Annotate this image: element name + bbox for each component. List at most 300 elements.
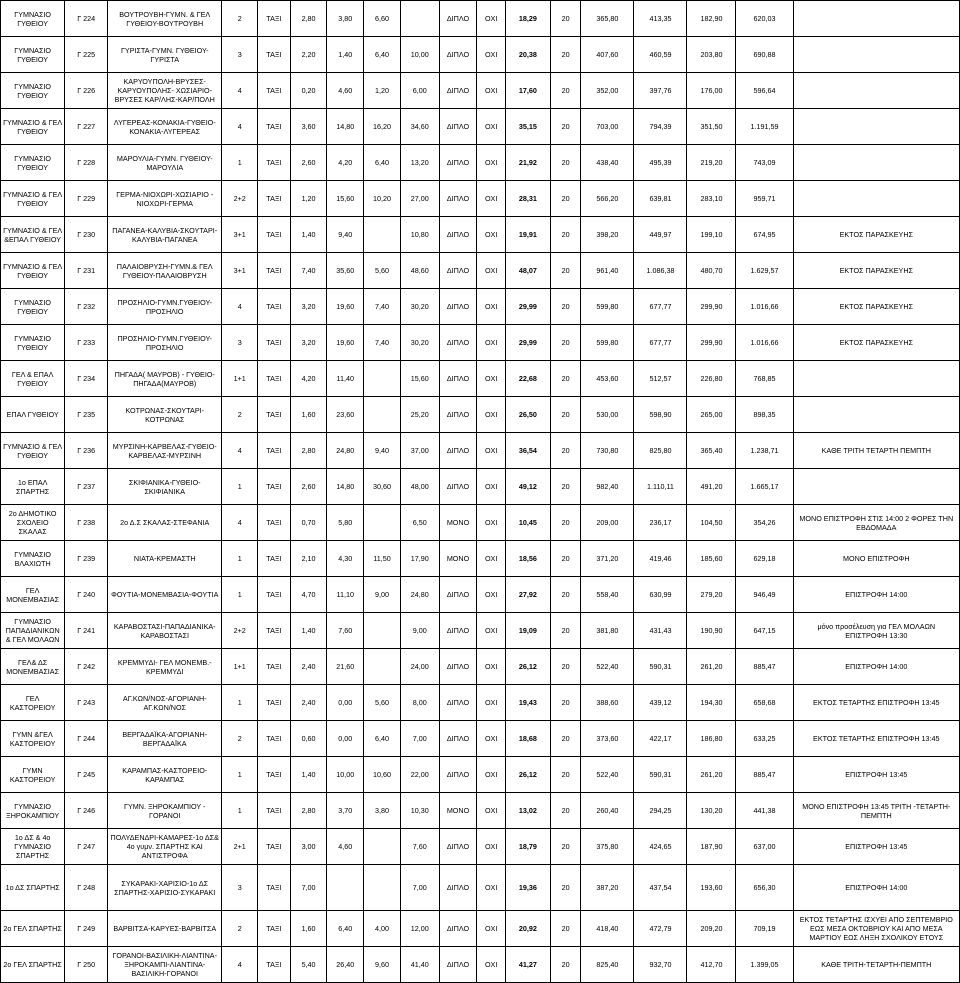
school-cell: ΓΥΜΝΑΣΙΟ & ΓΕΛ ΓΥΘΕΙΟΥ bbox=[1, 433, 65, 469]
cost-4-cell: 768,85 bbox=[736, 361, 793, 397]
table-row bbox=[1, 1, 960, 37]
trip-type-cell: ΔΙΠΛΟ bbox=[439, 1, 477, 37]
vehicle-type-cell: ΤΑΞΙ bbox=[258, 947, 291, 983]
km-total-segment-cell: 30,20 bbox=[400, 325, 439, 361]
cost-1-cell: 388,60 bbox=[581, 685, 634, 721]
cost-4-cell: 633,25 bbox=[736, 721, 793, 757]
daily-cost-cell: 26,50 bbox=[505, 397, 550, 433]
km-segment-2-cell: 21,60 bbox=[327, 649, 364, 685]
vehicle-type-cell: ΤΑΞΙ bbox=[258, 721, 291, 757]
km-segment-3-cell: 6,60 bbox=[364, 1, 401, 37]
km-segment-3-cell: 7,40 bbox=[364, 289, 401, 325]
km-total-segment-cell: 7,60 bbox=[400, 829, 439, 865]
accompanist-cell: ΟΧΙ bbox=[477, 253, 506, 289]
route-description-cell: ΜΥΡΣΙΝΗ-ΚΑΡΒΕΛΑΣ-ΓΥΘΕΙΟ-ΚΑΡΒΕΛΑΣ-ΜΥΡΣΙΝΗ bbox=[108, 433, 222, 469]
daily-cost-cell: 26,12 bbox=[505, 649, 550, 685]
route-code-cell: Γ 240 bbox=[65, 577, 108, 613]
km-segment-2-cell: 14,80 bbox=[327, 469, 364, 505]
cost-3-cell: 190,90 bbox=[687, 613, 736, 649]
vehicles-cell: 4 bbox=[222, 109, 258, 145]
cost-1-cell: 530,00 bbox=[581, 397, 634, 433]
route-code-cell: Γ 232 bbox=[65, 289, 108, 325]
trip-type-cell: ΔΙΠΛΟ bbox=[439, 325, 477, 361]
cost-3-cell: 491,20 bbox=[687, 469, 736, 505]
accompanist-cell: ΟΧΙ bbox=[477, 541, 506, 577]
cost-3-cell: 219,20 bbox=[687, 145, 736, 181]
daily-cost-cell: 29,99 bbox=[505, 289, 550, 325]
school-cell: ΓΕΛ& ΔΣ ΜΟΝΕΜΒΑΣΙΑΣ bbox=[1, 649, 65, 685]
vehicle-type-cell: ΤΑΞΙ bbox=[258, 289, 291, 325]
vehicles-cell: 1+1 bbox=[222, 649, 258, 685]
table-row bbox=[1, 649, 960, 685]
km-segment-1-cell: 2,80 bbox=[290, 1, 327, 37]
cost-1-cell: 825,40 bbox=[581, 947, 634, 983]
route-code-cell: Γ 244 bbox=[65, 721, 108, 757]
trip-type-cell: ΔΙΠΛΟ bbox=[439, 289, 477, 325]
school-cell: ΓΥΜΝΑΣΙΟ ΒΛΑΧΙΩΤΗ bbox=[1, 541, 65, 577]
trip-type-cell: ΔΙΠΛΟ bbox=[439, 469, 477, 505]
daily-cost-cell: 19,91 bbox=[505, 217, 550, 253]
cost-2-cell: 495,39 bbox=[634, 145, 687, 181]
daily-cost-cell: 13,02 bbox=[505, 793, 550, 829]
daily-cost-cell: 41,27 bbox=[505, 947, 550, 983]
routes-table-body bbox=[1, 1, 960, 983]
route-description-cell: ΒΑΡΒΙΤΣΑ-ΚΑΡΥΕΣ-ΒΑΡΒΙΤΣΑ bbox=[108, 911, 222, 947]
cost-4-cell: 709,19 bbox=[736, 911, 793, 947]
km-segment-2-cell: 3,80 bbox=[327, 1, 364, 37]
trip-type-cell: ΔΙΠΛΟ bbox=[439, 145, 477, 181]
cost-3-cell: 199,10 bbox=[687, 217, 736, 253]
accompanist-cell: ΟΧΙ bbox=[477, 721, 506, 757]
km-segment-1-cell: 1,60 bbox=[290, 397, 327, 433]
vehicle-type-cell: ΤΑΞΙ bbox=[258, 577, 291, 613]
trip-type-cell: ΔΙΠΛΟ bbox=[439, 947, 477, 983]
km-segment-1-cell: 0,70 bbox=[290, 505, 327, 541]
route-description-cell: ΓΥΡΙΣΤΑ-ΓΥΜΝ. ΓΥΘΕΙΟΥ-ΓΥΡΙΣΤΑ bbox=[108, 37, 222, 73]
route-description-cell: ΣΚΙΦΙΑΝΙΚΑ-ΓΥΘΕΙΟ-ΣΚΙΦΙΑΝΙΚΑ bbox=[108, 469, 222, 505]
accompanist-cell: ΟΧΙ bbox=[477, 145, 506, 181]
route-description-cell: ΠΡΟΣΗΛΙΟ-ΓΥΜΝ.ΓΥΘΕΙΟΥ-ΠΡΟΣΗΛΙΟ bbox=[108, 289, 222, 325]
km-segment-3-cell: 5,60 bbox=[364, 685, 401, 721]
km-segment-3-cell: 7,40 bbox=[364, 325, 401, 361]
school-cell: ΓΕΛ ΜΟΝΕΜΒΑΣΙΑΣ bbox=[1, 577, 65, 613]
km-segment-1-cell: 7,00 bbox=[290, 865, 327, 911]
vehicles-cell: 1 bbox=[222, 541, 258, 577]
cost-4-cell: 441,38 bbox=[736, 793, 793, 829]
route-code-cell: Γ 225 bbox=[65, 37, 108, 73]
daily-cost-cell: 28,31 bbox=[505, 181, 550, 217]
cost-4-cell: 946,49 bbox=[736, 577, 793, 613]
cost-4-cell: 885,47 bbox=[736, 757, 793, 793]
vehicles-cell: 3 bbox=[222, 325, 258, 361]
vehicles-cell: 1 bbox=[222, 793, 258, 829]
km-segment-1-cell: 1,20 bbox=[290, 181, 327, 217]
km-segment-1-cell: 2,20 bbox=[290, 37, 327, 73]
km-segment-3-cell bbox=[364, 361, 401, 397]
cost-3-cell: 193,60 bbox=[687, 865, 736, 911]
vehicle-type-cell: ΤΑΞΙ bbox=[258, 793, 291, 829]
km-segment-3-cell: 1,20 bbox=[364, 73, 401, 109]
days-cell: 20 bbox=[550, 469, 581, 505]
days-cell: 20 bbox=[550, 911, 581, 947]
vehicle-type-cell: ΤΑΞΙ bbox=[258, 1, 291, 37]
daily-cost-cell: 21,92 bbox=[505, 145, 550, 181]
days-cell: 20 bbox=[550, 649, 581, 685]
note-cell: ΕΚΤΟΣ ΠΑΡΑΣΚΕΥΗΣ bbox=[793, 217, 959, 253]
vehicle-type-cell: ΤΑΞΙ bbox=[258, 73, 291, 109]
table-row bbox=[1, 361, 960, 397]
note-cell: ΕΠΙΣΤΡΟΦΗ 14:00 bbox=[793, 577, 959, 613]
vehicles-cell: 4 bbox=[222, 73, 258, 109]
table-row bbox=[1, 433, 960, 469]
cost-3-cell: 265,00 bbox=[687, 397, 736, 433]
trip-type-cell: ΔΙΠΛΟ bbox=[439, 865, 477, 911]
school-cell: ΓΥΜΝΑΣΙΟ ΓΥΘΕΙΟΥ bbox=[1, 37, 65, 73]
note-cell: ΕΚΤΟΣ ΠΑΡΑΣΚΕΥΗΣ bbox=[793, 289, 959, 325]
table-row bbox=[1, 505, 960, 541]
cost-3-cell: 194,30 bbox=[687, 685, 736, 721]
km-segment-2-cell: 24,80 bbox=[327, 433, 364, 469]
cost-2-cell: 590,31 bbox=[634, 649, 687, 685]
table-row bbox=[1, 793, 960, 829]
km-segment-1-cell: 2,80 bbox=[290, 793, 327, 829]
route-code-cell: Γ 234 bbox=[65, 361, 108, 397]
cost-2-cell: 422,17 bbox=[634, 721, 687, 757]
cost-3-cell: 186,80 bbox=[687, 721, 736, 757]
accompanist-cell: ΟΧΙ bbox=[477, 181, 506, 217]
table-row bbox=[1, 289, 960, 325]
km-segment-1-cell: 0,60 bbox=[290, 721, 327, 757]
school-cell: 1ο ΔΣ & 4ο ΓΥΜΝΑΣΙΟ ΣΠΑΡΤΗΣ bbox=[1, 829, 65, 865]
vehicles-cell: 1 bbox=[222, 757, 258, 793]
cost-1-cell: 566,20 bbox=[581, 181, 634, 217]
cost-3-cell: 261,20 bbox=[687, 757, 736, 793]
cost-4-cell: 656,30 bbox=[736, 865, 793, 911]
vehicle-type-cell: ΤΑΞΙ bbox=[258, 613, 291, 649]
cost-1-cell: 438,40 bbox=[581, 145, 634, 181]
route-description-cell: ΚΡΕΜΜΥΔΙ- ΓΕΛ ΜΟΝΕΜΒ.-ΚΡΕΜΜΥΔΙ bbox=[108, 649, 222, 685]
cost-2-cell: 1.086,38 bbox=[634, 253, 687, 289]
cost-2-cell: 397,76 bbox=[634, 73, 687, 109]
km-segment-2-cell: 11,40 bbox=[327, 361, 364, 397]
vehicles-cell: 2 bbox=[222, 721, 258, 757]
table-row bbox=[1, 757, 960, 793]
note-cell: ΕΠΙΣΤΡΟΦΗ 13:45 bbox=[793, 829, 959, 865]
school-cell: 2ο ΔΗΜΟΤΙΚΟ ΣΧΟΛΕΙΟ ΣΚΑΛΑΣ bbox=[1, 505, 65, 541]
vehicle-type-cell: ΤΑΞΙ bbox=[258, 911, 291, 947]
route-description-cell: ΓΕΡΜΑ-ΝΙΟΧΩΡΙ-ΧΩΣΙΑΡΙΟ - ΝΙΟΧΩΡΙ-ΓΕΡΜΑ bbox=[108, 181, 222, 217]
cost-2-cell: 424,65 bbox=[634, 829, 687, 865]
vehicles-cell: 4 bbox=[222, 505, 258, 541]
km-segment-1-cell: 1,40 bbox=[290, 217, 327, 253]
km-total-segment-cell: 10,30 bbox=[400, 793, 439, 829]
cost-1-cell: 522,40 bbox=[581, 757, 634, 793]
accompanist-cell: ΟΧΙ bbox=[477, 947, 506, 983]
km-segment-3-cell: 9,00 bbox=[364, 577, 401, 613]
accompanist-cell: ΟΧΙ bbox=[477, 433, 506, 469]
accompanist-cell: ΟΧΙ bbox=[477, 325, 506, 361]
km-segment-2-cell: 15,60 bbox=[327, 181, 364, 217]
daily-cost-cell: 18,79 bbox=[505, 829, 550, 865]
table-row bbox=[1, 721, 960, 757]
trip-type-cell: ΔΙΠΛΟ bbox=[439, 361, 477, 397]
km-segment-2-cell: 5,80 bbox=[327, 505, 364, 541]
vehicle-type-cell: ΤΑΞΙ bbox=[258, 829, 291, 865]
km-segment-2-cell: 1,40 bbox=[327, 37, 364, 73]
route-code-cell: Γ 238 bbox=[65, 505, 108, 541]
cost-1-cell: 381,80 bbox=[581, 613, 634, 649]
days-cell: 20 bbox=[550, 73, 581, 109]
km-segment-3-cell: 9,60 bbox=[364, 947, 401, 983]
cost-3-cell: 480,70 bbox=[687, 253, 736, 289]
cost-2-cell: 677,77 bbox=[634, 325, 687, 361]
table-row bbox=[1, 397, 960, 433]
km-segment-2-cell: 6,40 bbox=[327, 911, 364, 947]
km-segment-1-cell: 2,60 bbox=[290, 145, 327, 181]
trip-type-cell: ΔΙΠΛΟ bbox=[439, 397, 477, 433]
km-total-segment-cell: 48,60 bbox=[400, 253, 439, 289]
note-cell: μόνο προσέλευση για ΓΕΛ ΜΟΛΑΩΝ ΕΠΙΣΤΡΟΦΗ 13:30 bbox=[793, 613, 959, 649]
route-description-cell: 2ο Δ.Σ ΣΚΑΛΑΣ-ΣΤΕΦΑΝΙΑ bbox=[108, 505, 222, 541]
cost-1-cell: 961,40 bbox=[581, 253, 634, 289]
note-cell bbox=[793, 361, 959, 397]
cost-4-cell: 1.191,59 bbox=[736, 109, 793, 145]
table-row bbox=[1, 181, 960, 217]
school-cell: ΓΕΛ ΚΑΣΤΟΡΕΙΟΥ bbox=[1, 685, 65, 721]
cost-1-cell: 209,00 bbox=[581, 505, 634, 541]
cost-3-cell: 365,40 bbox=[687, 433, 736, 469]
km-segment-1-cell: 3,60 bbox=[290, 109, 327, 145]
table-row bbox=[1, 325, 960, 361]
km-segment-2-cell: 19,60 bbox=[327, 289, 364, 325]
daily-cost-cell: 19,36 bbox=[505, 865, 550, 911]
km-segment-2-cell: 7,60 bbox=[327, 613, 364, 649]
school-cell: ΓΥΜΝΑΣΙΟ & ΓΕΛ ΓΥΘΕΙΟΥ bbox=[1, 181, 65, 217]
trip-type-cell: ΔΙΠΛΟ bbox=[439, 685, 477, 721]
vehicles-cell: 2 bbox=[222, 397, 258, 433]
route-description-cell: ΝΙΑΤΑ-ΚΡΕΜΑΣΤΗ bbox=[108, 541, 222, 577]
days-cell: 20 bbox=[550, 685, 581, 721]
route-code-cell: Γ 250 bbox=[65, 947, 108, 983]
km-segment-1-cell: 3,00 bbox=[290, 829, 327, 865]
note-cell: ΚΑΘΕ ΤΡΙΤΗ-ΤΕΤΑΡΤΗ-ΠΕΜΠΤΗ bbox=[793, 947, 959, 983]
km-total-segment-cell: 41,40 bbox=[400, 947, 439, 983]
km-segment-1-cell: 2,40 bbox=[290, 685, 327, 721]
table-row bbox=[1, 829, 960, 865]
vehicle-type-cell: ΤΑΞΙ bbox=[258, 757, 291, 793]
days-cell: 20 bbox=[550, 613, 581, 649]
days-cell: 20 bbox=[550, 577, 581, 613]
km-segment-2-cell: 0,00 bbox=[327, 721, 364, 757]
km-total-segment-cell: 25,20 bbox=[400, 397, 439, 433]
km-segment-1-cell: 1,40 bbox=[290, 757, 327, 793]
days-cell: 20 bbox=[550, 289, 581, 325]
daily-cost-cell: 49,12 bbox=[505, 469, 550, 505]
cost-3-cell: 187,90 bbox=[687, 829, 736, 865]
days-cell: 20 bbox=[550, 325, 581, 361]
cost-2-cell: 419,46 bbox=[634, 541, 687, 577]
km-total-segment-cell: 37,00 bbox=[400, 433, 439, 469]
route-code-cell: Γ 230 bbox=[65, 217, 108, 253]
km-total-segment-cell: 15,60 bbox=[400, 361, 439, 397]
cost-1-cell: 522,40 bbox=[581, 649, 634, 685]
school-cell: 2ο ΓΕΛ ΣΠΑΡΤΗΣ bbox=[1, 947, 65, 983]
km-total-segment-cell: 6,00 bbox=[400, 73, 439, 109]
cost-3-cell: 279,20 bbox=[687, 577, 736, 613]
route-code-cell: Γ 233 bbox=[65, 325, 108, 361]
cost-3-cell: 182,90 bbox=[687, 1, 736, 37]
note-cell: ΕΚΤΟΣ ΤΕΤΑΡΤΗΣ ΕΠΙΣΤΡΟΦΗ 13:45 bbox=[793, 685, 959, 721]
km-segment-2-cell: 4,20 bbox=[327, 145, 364, 181]
cost-1-cell: 398,20 bbox=[581, 217, 634, 253]
route-code-cell: Γ 226 bbox=[65, 73, 108, 109]
trip-type-cell: ΔΙΠΛΟ bbox=[439, 721, 477, 757]
cost-3-cell: 283,10 bbox=[687, 181, 736, 217]
vehicle-type-cell: ΤΑΞΙ bbox=[258, 865, 291, 911]
trip-type-cell: ΔΙΠΛΟ bbox=[439, 109, 477, 145]
route-description-cell: ΠΡΟΣΗΛΙΟ-ΓΥΜΝ.ΓΥΘΕΙΟΥ-ΠΡΟΣΗΛΙΟ bbox=[108, 325, 222, 361]
accompanist-cell: ΟΧΙ bbox=[477, 613, 506, 649]
vehicle-type-cell: ΤΑΞΙ bbox=[258, 325, 291, 361]
cost-1-cell: 599,80 bbox=[581, 325, 634, 361]
daily-cost-cell: 20,92 bbox=[505, 911, 550, 947]
km-segment-2-cell: 10,00 bbox=[327, 757, 364, 793]
vehicles-cell: 3+1 bbox=[222, 217, 258, 253]
km-total-segment-cell: 9,00 bbox=[400, 613, 439, 649]
note-cell bbox=[793, 37, 959, 73]
cost-4-cell: 674,95 bbox=[736, 217, 793, 253]
km-segment-1-cell: 2,60 bbox=[290, 469, 327, 505]
km-segment-1-cell: 0,20 bbox=[290, 73, 327, 109]
school-cell: ΓΥΜΝΑΣΙΟ ΞΗΡΟΚΑΜΠΙΟΥ bbox=[1, 793, 65, 829]
school-cell: 1ο ΔΣ ΣΠΑΡΤΗΣ bbox=[1, 865, 65, 911]
cost-2-cell: 590,31 bbox=[634, 757, 687, 793]
note-cell: ΜΟΝΟ ΕΠΙΣΤΡΟΦΗ 13:45 ΤΡΙΤΗ -ΤΕΤΑΡΤΗ-ΠΕΜΠΤΗ bbox=[793, 793, 959, 829]
cost-2-cell: 439,12 bbox=[634, 685, 687, 721]
km-total-segment-cell: 7,00 bbox=[400, 865, 439, 911]
daily-cost-cell: 22,68 bbox=[505, 361, 550, 397]
vehicles-cell: 1 bbox=[222, 145, 258, 181]
table-row bbox=[1, 947, 960, 983]
accompanist-cell: ΟΧΙ bbox=[477, 911, 506, 947]
route-description-cell: ΒΟΥΤΡΟΥΒΗ-ΓΥΜΝ. & ΓΕΛ ΓΥΘΕΙΟΥ-ΒΟΥΤΡΟΥΒΗ bbox=[108, 1, 222, 37]
accompanist-cell: ΟΧΙ bbox=[477, 361, 506, 397]
km-segment-3-cell: 3,80 bbox=[364, 793, 401, 829]
days-cell: 20 bbox=[550, 505, 581, 541]
days-cell: 20 bbox=[550, 433, 581, 469]
route-description-cell: ΠΑΛΑΙΟΒΡΥΣΗ-ΓΥΜΝ.& ΓΕΛ ΓΥΘΕΙΟΥ-ΠΑΛΑΙΟΒΡΥΣΗ bbox=[108, 253, 222, 289]
days-cell: 20 bbox=[550, 145, 581, 181]
cost-2-cell: 1.110,11 bbox=[634, 469, 687, 505]
days-cell: 20 bbox=[550, 181, 581, 217]
school-cell: ΓΥΜΝ &ΓΕΛ ΚΑΣΤΟΡΕΙΟΥ bbox=[1, 721, 65, 757]
route-description-cell: ΓΟΡΑΝΟΙ-ΒΑΣΙΛΙΚΗ-ΛΙΑΝΤΙΝΑ-ΞΗΡΟΚΑΜΠΙ-ΛΙΑΝΤΙΝΑ-ΒΑΣΙΛΙΚΗ-ΓΟΡΑΝΟΙ bbox=[108, 947, 222, 983]
cost-3-cell: 412,70 bbox=[687, 947, 736, 983]
note-cell: ΕΠΙΣΤΡΟΦΗ 13:45 bbox=[793, 757, 959, 793]
cost-2-cell: 512,57 bbox=[634, 361, 687, 397]
vehicles-cell: 4 bbox=[222, 947, 258, 983]
accompanist-cell: ΟΧΙ bbox=[477, 865, 506, 911]
route-code-cell: Γ 245 bbox=[65, 757, 108, 793]
cost-4-cell: 1.399,05 bbox=[736, 947, 793, 983]
km-segment-3-cell bbox=[364, 649, 401, 685]
table-row bbox=[1, 541, 960, 577]
km-segment-3-cell: 11,50 bbox=[364, 541, 401, 577]
vehicles-cell: 1 bbox=[222, 577, 258, 613]
route-description-cell: ΠΗΓΑΔΑ( ΜΑΥΡΟΒ) - ΓΥΘΕΙΟ-ΠΗΓΑΔΑ(ΜΑΥΡΟΒ) bbox=[108, 361, 222, 397]
cost-4-cell: 629,18 bbox=[736, 541, 793, 577]
days-cell: 20 bbox=[550, 721, 581, 757]
route-code-cell: Γ 247 bbox=[65, 829, 108, 865]
km-segment-1-cell: 7,40 bbox=[290, 253, 327, 289]
cost-4-cell: 690,88 bbox=[736, 37, 793, 73]
cost-4-cell: 1.016,66 bbox=[736, 325, 793, 361]
vehicles-cell: 2+2 bbox=[222, 181, 258, 217]
school-cell: ΓΥΜΝΑΣΙΟ & ΓΕΛ ΓΥΘΕΙΟΥ bbox=[1, 253, 65, 289]
school-cell: ΓΥΜΝΑΣΙΟ ΓΥΘΕΙΟΥ bbox=[1, 1, 65, 37]
cost-3-cell: 185,60 bbox=[687, 541, 736, 577]
accompanist-cell: ΟΧΙ bbox=[477, 649, 506, 685]
daily-cost-cell: 17,60 bbox=[505, 73, 550, 109]
accompanist-cell: ΟΧΙ bbox=[477, 757, 506, 793]
vehicle-type-cell: ΤΑΞΙ bbox=[258, 145, 291, 181]
daily-cost-cell: 29,99 bbox=[505, 325, 550, 361]
table-row bbox=[1, 217, 960, 253]
km-segment-2-cell: 0,00 bbox=[327, 685, 364, 721]
days-cell: 20 bbox=[550, 829, 581, 865]
days-cell: 20 bbox=[550, 397, 581, 433]
days-cell: 20 bbox=[550, 1, 581, 37]
note-cell bbox=[793, 73, 959, 109]
cost-4-cell: 596,64 bbox=[736, 73, 793, 109]
km-segment-3-cell: 5,60 bbox=[364, 253, 401, 289]
cost-4-cell: 898,35 bbox=[736, 397, 793, 433]
vehicles-cell: 4 bbox=[222, 433, 258, 469]
cost-2-cell: 825,80 bbox=[634, 433, 687, 469]
km-segment-3-cell bbox=[364, 865, 401, 911]
accompanist-cell: ΟΧΙ bbox=[477, 73, 506, 109]
note-cell bbox=[793, 397, 959, 433]
school-cell: ΕΠΑΛ ΓΥΘΕΙΟΥ bbox=[1, 397, 65, 433]
note-cell: ΕΚΤΟΣ ΤΕΤΑΡΤΗΣ ΕΠΙΣΤΡΟΦΗ 13:45 bbox=[793, 721, 959, 757]
cost-1-cell: 703,00 bbox=[581, 109, 634, 145]
cost-3-cell: 104,50 bbox=[687, 505, 736, 541]
km-segment-3-cell: 6,40 bbox=[364, 145, 401, 181]
cost-1-cell: 352,00 bbox=[581, 73, 634, 109]
km-segment-3-cell: 9,40 bbox=[364, 433, 401, 469]
vehicles-cell: 2 bbox=[222, 911, 258, 947]
trip-type-cell: ΔΙΠΛΟ bbox=[439, 253, 477, 289]
school-cell: 1ο ΕΠΑΛ ΣΠΑΡΤΗΣ bbox=[1, 469, 65, 505]
note-cell: ΕΚΤΟΣ ΠΑΡΑΣΚΕΥΗΣ bbox=[793, 325, 959, 361]
table-row bbox=[1, 577, 960, 613]
km-segment-2-cell: 9,40 bbox=[327, 217, 364, 253]
vehicles-cell: 3+1 bbox=[222, 253, 258, 289]
km-segment-2-cell: 19,60 bbox=[327, 325, 364, 361]
route-code-cell: Γ 229 bbox=[65, 181, 108, 217]
days-cell: 20 bbox=[550, 541, 581, 577]
km-segment-3-cell: 10,20 bbox=[364, 181, 401, 217]
accompanist-cell: ΟΧΙ bbox=[477, 577, 506, 613]
vehicles-cell: 2+1 bbox=[222, 829, 258, 865]
km-total-segment-cell: 13,20 bbox=[400, 145, 439, 181]
school-cell: ΓΥΜΝ ΚΑΣΤΟΡΕΙΟΥ bbox=[1, 757, 65, 793]
cost-4-cell: 1.238,71 bbox=[736, 433, 793, 469]
km-segment-3-cell: 6,40 bbox=[364, 721, 401, 757]
vehicle-type-cell: ΤΑΞΙ bbox=[258, 109, 291, 145]
cost-2-cell: 437,54 bbox=[634, 865, 687, 911]
cost-1-cell: 599,80 bbox=[581, 289, 634, 325]
